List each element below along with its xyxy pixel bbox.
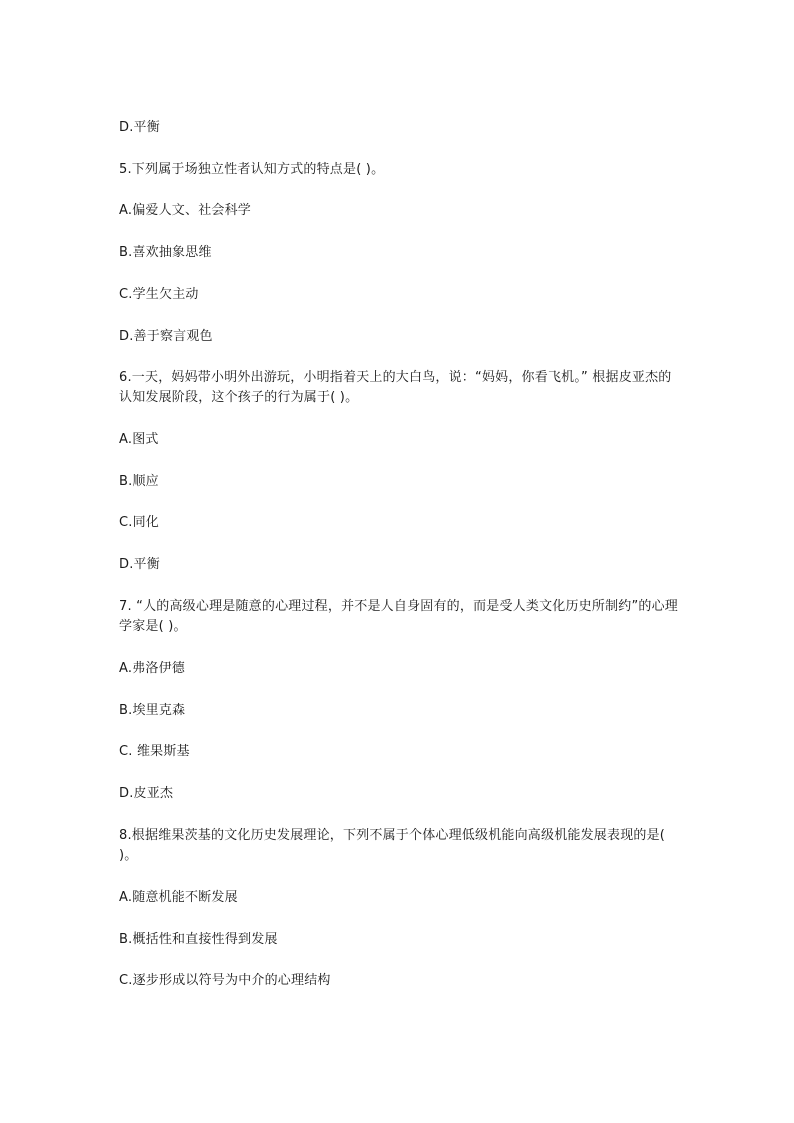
option-d: D.善于察言观色 <box>119 329 213 344</box>
question-6: 6.一天，妈妈带小明外出游玩，小明指着天上的大白鸟，说：“妈妈，你看飞机。” 根据皮亚杰的认知发展阶段，这个孩子的行为属于( )。 <box>119 370 672 405</box>
option-d: D.皮亚杰 <box>119 786 174 801</box>
question-8: 8.根据维果茨基的文化历史发展理论，下列不属于个体心理低级机能向高级机能发展表现的是( )。 <box>119 828 666 863</box>
option-b: B.喜欢抽象思维 <box>119 245 212 260</box>
option-b: B.概括性和直接性得到发展 <box>119 932 278 947</box>
option-c: C.逐步形成以符号为中介的心理结构 <box>119 973 331 988</box>
question-5: 5.下列属于场独立性者认知方式的特点是( )。 <box>119 162 385 177</box>
option-c: C. 维果斯基 <box>119 744 190 759</box>
option-b: B.顺应 <box>119 474 159 489</box>
option-a: A.偏爱人文、社会科学 <box>119 203 251 218</box>
option-d: D.平衡 <box>119 120 160 135</box>
option-b: B.埃里克森 <box>119 703 186 718</box>
option-a: A.图式 <box>119 432 159 447</box>
option-c: C.学生欠主动 <box>119 287 199 302</box>
question-7: 7. “人的高级心理是随意的心理过程，并不是人自身固有的，而是受人类文化历史所制约”的心理学家是( )。 <box>119 599 679 634</box>
option-a: A.随意机能不断发展 <box>119 890 238 905</box>
option-a: A.弗洛伊德 <box>119 661 185 676</box>
option-d: D.平衡 <box>119 557 160 572</box>
option-c: C.同化 <box>119 515 160 530</box>
